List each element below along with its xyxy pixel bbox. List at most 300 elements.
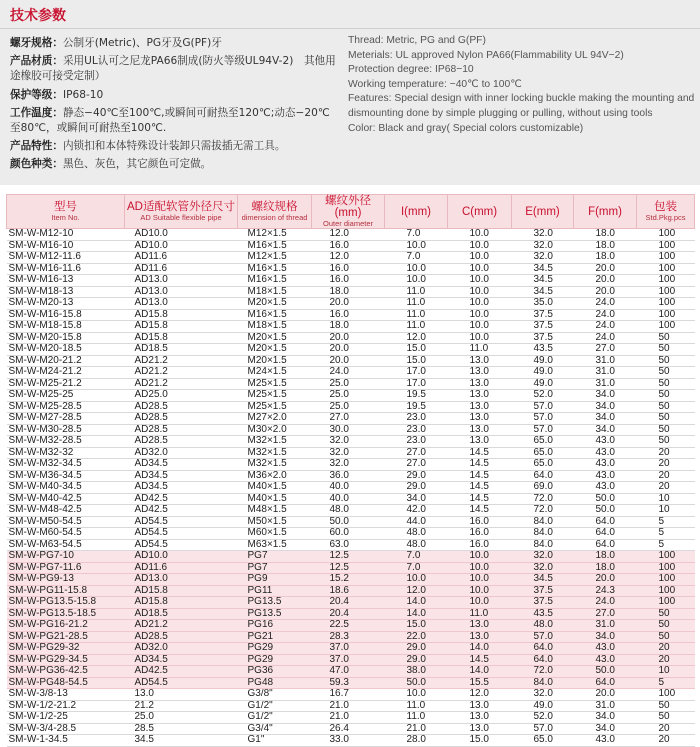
column-header-cn: 螺纹外径 (mm): [325, 195, 371, 219]
table-cell: M25×1.5: [238, 390, 312, 402]
table-row: [7, 493, 695, 505]
table-cell: 49.0: [512, 378, 574, 390]
table-cell: 37.0: [312, 654, 385, 666]
table-cell: 20: [637, 654, 695, 666]
table-cell: 20: [637, 735, 695, 747]
table-cell: AD54.5: [125, 528, 238, 540]
table-cell: 84.0: [512, 539, 574, 551]
table-cell: 15.5: [448, 677, 512, 689]
column-header-cn: C(mm): [461, 205, 498, 218]
table-cell: PG9: [238, 574, 312, 586]
table-cell: SM-W-M36-34.5: [7, 470, 125, 482]
table-cell: SM-W-PG21-28.5: [7, 631, 125, 643]
table-cell: 31.0: [574, 378, 637, 390]
table-cell: G1/2": [238, 700, 312, 712]
table-cell: 32.0: [312, 436, 385, 448]
table-cell: M63×1.5: [238, 539, 312, 551]
table-cell: AD11.6: [125, 562, 238, 574]
column-header-cn: I(mm): [400, 205, 431, 218]
spec-label: 保护等级：: [10, 88, 63, 101]
table-cell: AD34.5: [125, 654, 238, 666]
table-cell: 14.5: [448, 505, 512, 517]
table-row: [7, 620, 695, 632]
table-cell: AD18.5: [125, 344, 238, 356]
table-cell: 31.0: [574, 620, 637, 632]
table-cell: M25×1.5: [238, 401, 312, 413]
table-cell: 10.0: [385, 574, 448, 586]
spec-en-line: Protection degree: IP68−10: [348, 64, 474, 76]
table-cell: SM-W-PG7-10: [7, 551, 125, 563]
table-row: [7, 390, 695, 402]
table-cell: M24×1.5: [238, 367, 312, 379]
table-cell: 49.0: [512, 700, 574, 712]
table-cell: 5: [637, 677, 695, 689]
table-cell: 7.0: [385, 562, 448, 574]
table-cell: AD15.8: [125, 585, 238, 597]
table-row: [7, 505, 695, 517]
table-cell: 11.0: [385, 298, 448, 310]
specs-chinese: [10, 36, 340, 176]
table-cell: SM-W-1-34.5: [7, 735, 125, 747]
table-cell: PG29: [238, 643, 312, 655]
table-cell: SM-W-M16-13: [7, 275, 125, 287]
table-cell: AD34.5: [125, 470, 238, 482]
table-cell: 50: [637, 608, 695, 620]
table-cell: 13.0: [448, 620, 512, 632]
table-cell: 49.0: [512, 355, 574, 367]
table-cell: M50×1.5: [238, 516, 312, 528]
table-cell: 21.0: [312, 700, 385, 712]
table-cell: SM-W-M20-21.2: [7, 355, 125, 367]
column-header-cn: AD适配软管外径尺寸: [127, 201, 235, 213]
table-cell: 10.0: [448, 597, 512, 609]
table-cell: AD10.0: [125, 551, 238, 563]
table-cell: 59.3: [312, 677, 385, 689]
table-cell: 20: [637, 470, 695, 482]
table-cell: 72.0: [512, 505, 574, 517]
table-row: [7, 263, 695, 275]
table-cell: 16.0: [448, 528, 512, 540]
table-row: [7, 643, 695, 655]
table-row: [7, 516, 695, 528]
table-cell: 20: [637, 723, 695, 735]
table-cell: AD34.5: [125, 459, 238, 471]
table-cell: 43.0: [574, 470, 637, 482]
table-row: [7, 321, 695, 333]
table-cell: 32.0: [512, 240, 574, 252]
table-row: [7, 355, 695, 367]
spec-en-line: Thread: Metric, PG and G(PF): [348, 35, 486, 46]
table-cell: SM-W-M32-32: [7, 447, 125, 459]
table-cell: M16×1.5: [238, 275, 312, 287]
table-cell: 5: [637, 539, 695, 551]
table-cell: 14.5: [448, 470, 512, 482]
table-cell: 29.0: [385, 470, 448, 482]
table-cell: AD13.0: [125, 275, 238, 287]
column-header-cn: 螺纹规格: [251, 201, 298, 213]
table-cell: 10.0: [448, 551, 512, 563]
table-cell: 18.0: [574, 229, 637, 241]
table-cell: 69.0: [512, 482, 574, 494]
table-cell: 20.0: [574, 275, 637, 287]
table-cell: 34.0: [574, 631, 637, 643]
table-cell: SM-W-1/2-25: [7, 712, 125, 724]
table-cell: 23.0: [385, 413, 448, 425]
table-cell: 27.0: [385, 459, 448, 471]
table-cell: 15.0: [385, 620, 448, 632]
table-cell: AD32.0: [125, 447, 238, 459]
table-cell: 34.5: [512, 286, 574, 298]
table-cell: 50: [637, 712, 695, 724]
table-cell: 57.0: [512, 413, 574, 425]
table-cell: SM-W-M18-15.8: [7, 321, 125, 333]
column-header: [448, 195, 512, 229]
table-cell: 29.0: [385, 482, 448, 494]
table-cell: 50: [637, 413, 695, 425]
table-row: [7, 712, 695, 724]
table-cell: AD54.5: [125, 539, 238, 551]
table-cell: 10.0: [385, 689, 448, 701]
table-cell: SM-W-M27-28.5: [7, 413, 125, 425]
table-cell: 43.0: [574, 436, 637, 448]
table-row: [7, 332, 695, 344]
table-cell: PG7: [238, 551, 312, 563]
table-cell: 100: [637, 321, 695, 333]
table-cell: 48.0: [385, 539, 448, 551]
table-cell: SM-W-PG48-54.5: [7, 677, 125, 689]
table-cell: 10.0: [448, 286, 512, 298]
table-cell: 10.0: [448, 309, 512, 321]
table-cell: AD15.8: [125, 332, 238, 344]
table-cell: 13.0: [448, 436, 512, 448]
table-cell: 32.0: [512, 229, 574, 241]
table-cell: 43.0: [574, 643, 637, 655]
table-cell: 21.0: [385, 723, 448, 735]
table-cell: AD34.5: [125, 482, 238, 494]
table-cell: 16.7: [312, 689, 385, 701]
table-row: [7, 723, 695, 735]
table-cell: M16×1.5: [238, 263, 312, 275]
table-cell: AD15.8: [125, 321, 238, 333]
column-header-en: Item No.: [51, 213, 80, 222]
column-header: [574, 195, 637, 229]
table-cell: 27.0: [574, 344, 637, 356]
tech-params-section: [0, 0, 700, 185]
table-cell: AD11.6: [125, 263, 238, 275]
table-cell: 20.0: [574, 689, 637, 701]
table-cell: 10: [637, 505, 695, 517]
table-cell: SM-W-M16-11.6: [7, 263, 125, 275]
table-cell: AD42.5: [125, 493, 238, 505]
table-cell: 100: [637, 585, 695, 597]
table-cell: 14.5: [448, 493, 512, 505]
table-cell: 34.5: [512, 275, 574, 287]
table-cell: 18.0: [574, 551, 637, 563]
table-cell: SM-W-M12-10: [7, 229, 125, 241]
table-cell: 13.0: [448, 631, 512, 643]
table-cell: 37.5: [512, 321, 574, 333]
table-cell: 64.0: [574, 528, 637, 540]
table-cell: M25×1.5: [238, 378, 312, 390]
table-cell: SM-W-M25-28.5: [7, 401, 125, 413]
table-cell: 43.0: [574, 735, 637, 747]
table-cell: 38.0: [385, 666, 448, 678]
table-cell: AD13.0: [125, 298, 238, 310]
table-cell: AD11.6: [125, 252, 238, 264]
table-row: [7, 470, 695, 482]
table-cell: 47.0: [312, 666, 385, 678]
table-cell: 65.0: [512, 735, 574, 747]
table-cell: 10.0: [448, 298, 512, 310]
table-body: [7, 229, 695, 747]
table-cell: AD28.5: [125, 424, 238, 436]
table-cell: M12×1.5: [238, 229, 312, 241]
table-cell: 34.0: [574, 401, 637, 413]
table-cell: 48.0: [312, 505, 385, 517]
table-cell: 43.0: [574, 654, 637, 666]
table-cell: 84.0: [512, 516, 574, 528]
table-cell: SM-W-M16-10: [7, 240, 125, 252]
table-cell: M48×1.5: [238, 505, 312, 517]
table-cell: 24.0: [574, 597, 637, 609]
table-cell: AD21.2: [125, 367, 238, 379]
table-cell: SM-W-PG29-32: [7, 643, 125, 655]
table-cell: 34.0: [574, 413, 637, 425]
column-header: [312, 195, 385, 229]
table-cell: 13.0: [125, 689, 238, 701]
spec-label: 产品特性：: [10, 140, 63, 153]
table-cell: 14.5: [448, 459, 512, 471]
table-cell: 100: [637, 275, 695, 287]
table-cell: 37.5: [512, 585, 574, 597]
table-cell: 44.0: [385, 516, 448, 528]
table-row: [7, 309, 695, 321]
table-row: [7, 413, 695, 425]
column-header: [125, 195, 238, 229]
table-row: [7, 539, 695, 551]
table-cell: 10.0: [448, 229, 512, 241]
table-cell: SM-W-M18-13: [7, 286, 125, 298]
table-cell: SM-W-PG36-42.5: [7, 666, 125, 678]
spec-row: [10, 88, 340, 103]
table-cell: 100: [637, 252, 695, 264]
table-cell: 10.0: [448, 321, 512, 333]
table-cell: 32.0: [312, 447, 385, 459]
table-header-row: [7, 195, 695, 229]
table-cell: 48.0: [385, 528, 448, 540]
table-cell: AD54.5: [125, 677, 238, 689]
table-cell: M32×1.5: [238, 447, 312, 459]
table-cell: 7.0: [385, 229, 448, 241]
table-cell: 12.5: [312, 551, 385, 563]
table-cell: 13.0: [448, 413, 512, 425]
table-cell: 15.0: [385, 344, 448, 356]
table-cell: SM-W-M16-15.8: [7, 309, 125, 321]
table-cell: 84.0: [512, 677, 574, 689]
table-cell: 52.0: [512, 712, 574, 724]
table-cell: 72.0: [512, 666, 574, 678]
table-cell: 24.0: [574, 332, 637, 344]
table-cell: M27×2.0: [238, 413, 312, 425]
table-cell: 50.0: [574, 493, 637, 505]
table-cell: 42.0: [385, 505, 448, 517]
table-row: [7, 459, 695, 471]
table-row: [7, 378, 695, 390]
table-row: [7, 229, 695, 241]
table-cell: 50: [637, 332, 695, 344]
table-cell: 63.0: [312, 539, 385, 551]
table-cell: 35.0: [512, 298, 574, 310]
table-cell: AD21.2: [125, 378, 238, 390]
table-cell: SM-W-3/4-28.5: [7, 723, 125, 735]
table-cell: 40.0: [312, 482, 385, 494]
spec-row: [10, 139, 340, 154]
table-cell: SM-W-PG13.5-18.5: [7, 608, 125, 620]
table-cell: M36×2.0: [238, 470, 312, 482]
table-cell: 10.0: [448, 252, 512, 264]
table-cell: 20.0: [574, 574, 637, 586]
spec-label: 工作温度：: [10, 106, 63, 119]
table-cell: 11.0: [385, 309, 448, 321]
table-cell: 10.0: [448, 332, 512, 344]
table-row: [7, 424, 695, 436]
table-cell: 28.5: [125, 723, 238, 735]
table-cell: 18.0: [312, 286, 385, 298]
table-row: [7, 344, 695, 356]
table-cell: 7.0: [385, 252, 448, 264]
table-cell: 30.0: [312, 424, 385, 436]
table-cell: 20.0: [574, 286, 637, 298]
table-cell: G3/8": [238, 689, 312, 701]
table-row: [7, 401, 695, 413]
table-cell: 28.3: [312, 631, 385, 643]
table-cell: 31.0: [574, 367, 637, 379]
table-cell: 100: [637, 229, 695, 241]
table-cell: 64.0: [574, 516, 637, 528]
table-row: [7, 551, 695, 563]
table-cell: 34.5: [512, 263, 574, 275]
table-cell: M20×1.5: [238, 344, 312, 356]
table-cell: 100: [637, 309, 695, 321]
table-row: [7, 585, 695, 597]
table-cell: 37.0: [312, 643, 385, 655]
table-cell: 31.0: [574, 700, 637, 712]
table-cell: AD10.0: [125, 240, 238, 252]
table-cell: 11.0: [448, 344, 512, 356]
table-cell: 50: [637, 424, 695, 436]
table-cell: AD28.5: [125, 436, 238, 448]
table-cell: 37.5: [512, 309, 574, 321]
column-header: [7, 195, 125, 229]
spec-label: 产品材质：: [10, 55, 63, 68]
table-cell: 20.4: [312, 597, 385, 609]
table-cell: 37.5: [512, 332, 574, 344]
column-header-cn: 包装: [654, 201, 677, 213]
table-cell: SM-W-M32-34.5: [7, 459, 125, 471]
table-row: [7, 562, 695, 574]
table-row: [7, 447, 695, 459]
table-cell: AD18.5: [125, 608, 238, 620]
table-cell: 10.0: [448, 263, 512, 275]
table-cell: SM-W-M40-34.5: [7, 482, 125, 494]
table-cell: 18.6: [312, 585, 385, 597]
spec-value: 静态−40℃至100℃,或瞬间可耐热至120℃;动态−20℃至80℃，或瞬间可耐热至100℃.: [10, 106, 330, 135]
table-cell: 52.0: [512, 390, 574, 402]
table-cell: 43.0: [574, 459, 637, 471]
table-cell: 50: [637, 620, 695, 632]
table-cell: 100: [637, 562, 695, 574]
spec-en-line: Color: Black and gray( Special colors customizable): [348, 122, 584, 134]
table-cell: 32.0: [312, 459, 385, 471]
table-cell: PG7: [238, 562, 312, 574]
table-cell: 50: [637, 355, 695, 367]
table-cell: SM-W-M25-25: [7, 390, 125, 402]
table-cell: 65.0: [512, 447, 574, 459]
table-cell: 31.0: [574, 355, 637, 367]
table-cell: 13.0: [448, 367, 512, 379]
table-cell: 34.0: [574, 712, 637, 724]
table-cell: AD28.5: [125, 401, 238, 413]
table-cell: 5: [637, 528, 695, 540]
column-header-cn: F(mm): [588, 205, 622, 218]
table-cell: 50: [637, 367, 695, 379]
table-cell: 64.0: [574, 677, 637, 689]
spec-en-line: Features: Special design with inner locking buckle making the mounting and dismounting done by simple plugging or pulling, without using tools: [348, 93, 695, 119]
table-cell: 10: [637, 666, 695, 678]
table-cell: AD42.5: [125, 666, 238, 678]
table-cell: 57.0: [512, 723, 574, 735]
table-cell: 16.0: [312, 275, 385, 287]
table-row: [7, 482, 695, 494]
table-cell: AD10.0: [125, 229, 238, 241]
table-cell: 27.0: [385, 447, 448, 459]
table-cell: 23.0: [385, 424, 448, 436]
table-cell: SM-W-M63-54.5: [7, 539, 125, 551]
table-cell: 18.0: [574, 240, 637, 252]
table-cell: 19.5: [385, 390, 448, 402]
table-cell: SM-W-M50-54.5: [7, 516, 125, 528]
table-cell: 29.0: [385, 654, 448, 666]
table-cell: 50: [637, 344, 695, 356]
table-cell: 16.0: [448, 516, 512, 528]
table-cell: M12×1.5: [238, 252, 312, 264]
table-cell: 11.0: [385, 321, 448, 333]
table-cell: 12.0: [312, 252, 385, 264]
spec-value: IP68-10: [62, 88, 104, 101]
table-cell: 24.0: [574, 298, 637, 310]
table-cell: 65.0: [512, 436, 574, 448]
table-cell: 21.2: [125, 700, 238, 712]
table-cell: AD25.0: [125, 390, 238, 402]
table-cell: 13.0: [448, 355, 512, 367]
table-cell: M20×1.5: [238, 332, 312, 344]
table-cell: 13.0: [448, 378, 512, 390]
table-cell: 34.0: [574, 424, 637, 436]
table-cell: 43.5: [512, 608, 574, 620]
table-row: [7, 252, 695, 264]
table-cell: SM-W-M60-54.5: [7, 528, 125, 540]
table-cell: 12.0: [312, 229, 385, 241]
table-cell: 50: [637, 436, 695, 448]
table-cell: 27.0: [574, 608, 637, 620]
table-cell: 16.0: [312, 240, 385, 252]
table-cell: AD21.2: [125, 355, 238, 367]
table-cell: 29.0: [385, 643, 448, 655]
column-header-cn: E(mm): [525, 205, 560, 218]
table-cell: M32×1.5: [238, 459, 312, 471]
table-cell: 13.0: [448, 390, 512, 402]
table-cell: 21.0: [312, 712, 385, 724]
